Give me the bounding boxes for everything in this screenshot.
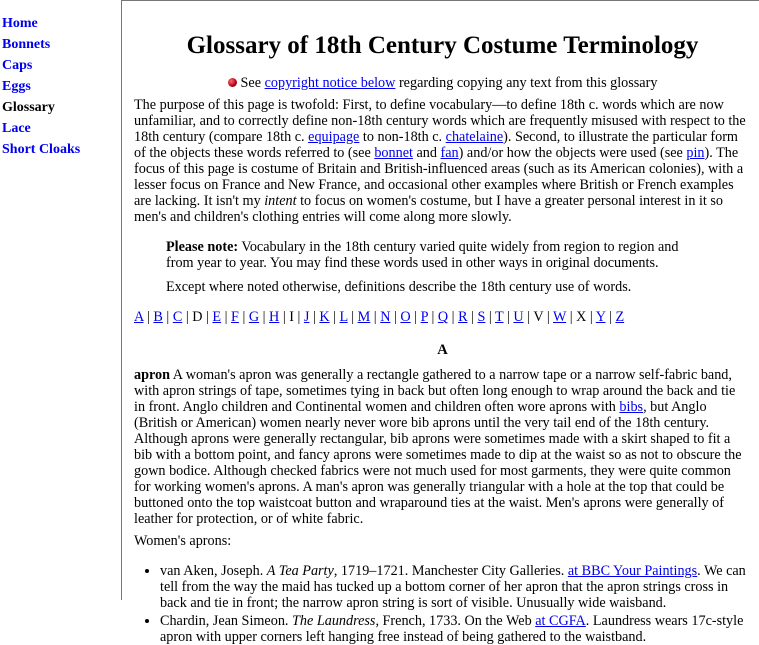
index-letter-n[interactable]: N (380, 309, 391, 325)
ref-detail: , French, 1733. On the Web (375, 613, 536, 629)
nav-bonnets[interactable]: Bonnets (2, 37, 51, 52)
alphabet-index (134, 309, 759, 325)
index-letter-q[interactable]: Q (437, 309, 449, 325)
ref-note: . Laundress wears 17c-style apron with upper corners left hanging free instead of being gathered to the waistband. (160, 613, 744, 645)
intro-text: ). Second, to illustrate the particular form of the objects these words referred to (see (134, 129, 738, 161)
index-separator: | (605, 309, 616, 325)
intro-paragraph (134, 97, 746, 225)
index-separator: | (238, 309, 249, 325)
notice-post: regarding copying any text from this glossary (395, 75, 658, 91)
ref-detail: , 1719–1721. Manchester City Galleries. (333, 563, 568, 579)
index-letter-r[interactable]: R (458, 309, 468, 325)
index-separator: | (586, 309, 596, 325)
note-paragraph (166, 239, 694, 271)
womens-aprons-heading: Women's aprons: (134, 533, 232, 549)
index-letter-i: I (289, 309, 294, 325)
link-equipage[interactable]: equipage (308, 129, 360, 145)
list-item (160, 563, 746, 611)
index-letter-s[interactable]: S (477, 309, 486, 325)
intro-text: and (412, 145, 441, 161)
index-letter-o[interactable]: O (400, 309, 411, 325)
index-separator: | (370, 309, 381, 325)
ref-note: . We can tell from the way the maid has tucked up a bottom corner of her apron that the apron strings cross in back and tie in front; the narrow apron string is sort of visible. Unusually wide waisband. (160, 563, 746, 611)
nav-short-cloaks[interactable]: Short Cloaks (2, 142, 81, 157)
index-letter-y[interactable]: Y (595, 309, 606, 325)
index-separator: | (143, 309, 154, 325)
index-separator: | (467, 309, 478, 325)
index-separator: | (309, 309, 320, 325)
intro-text: to focus on women's costume, but I have a greater personal interest in it so men's and children's clothing entries will come along more slowly. (134, 193, 724, 225)
index-separator: | (347, 309, 358, 325)
main-content (121, 0, 759, 645)
index-separator: | (259, 309, 270, 325)
link-pin[interactable]: pin (686, 145, 705, 161)
index-letter-w[interactable]: W (553, 309, 567, 325)
reference-list (134, 563, 746, 645)
index-letter-d: D (192, 309, 203, 325)
index-separator: | (202, 309, 213, 325)
ref-author: van Aken, Joseph. (160, 563, 267, 579)
section-heading-a: A (437, 342, 448, 358)
index-letter-b[interactable]: B (153, 309, 163, 325)
index-letter-x: X (576, 309, 587, 325)
index-separator: | (523, 309, 534, 325)
index-letter-f[interactable]: F (231, 309, 239, 325)
index-letter-k[interactable]: K (319, 309, 330, 325)
ref-title: A Tea Party (266, 563, 334, 579)
index-letter-u[interactable]: U (513, 309, 524, 325)
index-letter-g[interactable]: G (248, 309, 260, 325)
index-letter-m[interactable]: M (357, 309, 371, 325)
index-separator: | (390, 309, 401, 325)
page-title: Glossary of 18th Century Costume Terminology (186, 32, 699, 59)
copyright-notice-link[interactable]: copyright notice below (264, 75, 396, 91)
nav-lace[interactable]: Lace (2, 121, 31, 136)
index-separator: | (566, 309, 577, 325)
ref-link-cgfa[interactable]: at CGFA (535, 613, 586, 629)
intro-text: The purpose of this page is twofold: First, to define vocabulary—to define 18th c. words which are now unfamiliar, and to correctly define non-18th century words which are frequently misused with respect to the 18th century (compare 18th c. (134, 97, 746, 145)
index-separator: | (485, 309, 496, 325)
entry-text: , but Anglo (British or American) women nearly never wore bib aprons until the very tail end of the 18th century. Although aprons were generally rectangular, bib aprons were sometimes made with a skirt shaped to fit a bib with a bottom point, and fancy aprons were sometimes made to dip at the waist so as not to obscure the gown bodice. Although checked fabrics were not much used for most garments, they were quite common for working women's aprons. A man's apron was generally triangular with a hole at the top that could be buttoned onto the top waistcoat button and wraparound ties at the waist. Men's aprons were generally of leather for protection, or of white fabric. (134, 399, 742, 527)
index-separator: | (503, 309, 514, 325)
intro-emphasis: intent (264, 193, 297, 209)
link-bibs[interactable]: bibs (619, 399, 644, 415)
list-item (160, 613, 746, 645)
index-separator: | (329, 309, 340, 325)
ref-author: Chardin, Jean Simeon. (160, 613, 293, 629)
index-separator: | (279, 309, 290, 325)
index-separator: | (543, 309, 554, 325)
link-bonnet[interactable]: bonnet (374, 145, 413, 161)
index-letter-h[interactable]: H (269, 309, 280, 325)
index-separator: | (427, 309, 438, 325)
intro-text: to non-18th c. (359, 129, 446, 145)
index-letter-j[interactable]: J (303, 309, 310, 325)
index-letter-l[interactable]: L (339, 309, 348, 325)
ref-link-bbc[interactable]: at BBC Your Paintings (567, 563, 698, 579)
index-letter-e[interactable]: E (212, 309, 222, 325)
index-letter-a[interactable]: A (134, 309, 144, 325)
entry-apron (134, 367, 746, 527)
note-label: Please note: (166, 239, 239, 255)
red-bullet-icon (228, 78, 237, 87)
intro-text: ). The focus of this page is costume of Britain and British-influenced areas (such as its American colonies), with a lesser focus on France and New France, and occasional other examples where British or French examples are lacking. It isn't my (134, 145, 744, 209)
index-separator: | (221, 309, 232, 325)
link-chatelaine[interactable]: chatelaine (445, 129, 504, 145)
nav-home[interactable]: Home (2, 16, 38, 31)
index-separator: | (293, 309, 304, 325)
entry-term: apron (134, 367, 171, 383)
index-letter-z[interactable]: Z (615, 309, 625, 325)
index-separator: | (410, 309, 421, 325)
note-block (166, 239, 694, 295)
entry-text: A woman's apron was generally a rectangle gathered to a narrow tape or a narrow self-fabric band, with apron strings of tape, sometimes tying in back but often long enough to wrap around the back and tie in front. Anglo children and Continental women and children often wore aprons with (134, 367, 736, 415)
note-paragraph-2: Except where noted otherwise, definitions describe the 18th century use of words. (166, 279, 632, 295)
index-separator: | (448, 309, 459, 325)
copyright-notice-line (134, 75, 759, 91)
nav-glossary-current: Glossary (2, 100, 55, 115)
link-fan[interactable]: fan (440, 145, 459, 161)
note-text: Vocabulary in the 18th century varied quite widely from region to region and from year to year. You may find these words used in other ways in original documents. (166, 239, 679, 271)
intro-text: ) and/or how the objects were used (see (458, 145, 687, 161)
index-letter-p[interactable]: P (420, 309, 428, 325)
index-letter-c[interactable]: C (172, 309, 183, 325)
index-separator: | (182, 309, 193, 325)
index-separator: | (162, 309, 173, 325)
index-letter-t[interactable]: T (495, 309, 504, 325)
nav-eggs[interactable]: Eggs (2, 79, 31, 94)
index-letter-v: V (533, 309, 544, 325)
sidebar-nav (0, 0, 121, 600)
ref-title: The Laundress (292, 613, 376, 629)
nav-caps[interactable]: Caps (2, 58, 33, 73)
notice-pre: See (240, 75, 265, 91)
